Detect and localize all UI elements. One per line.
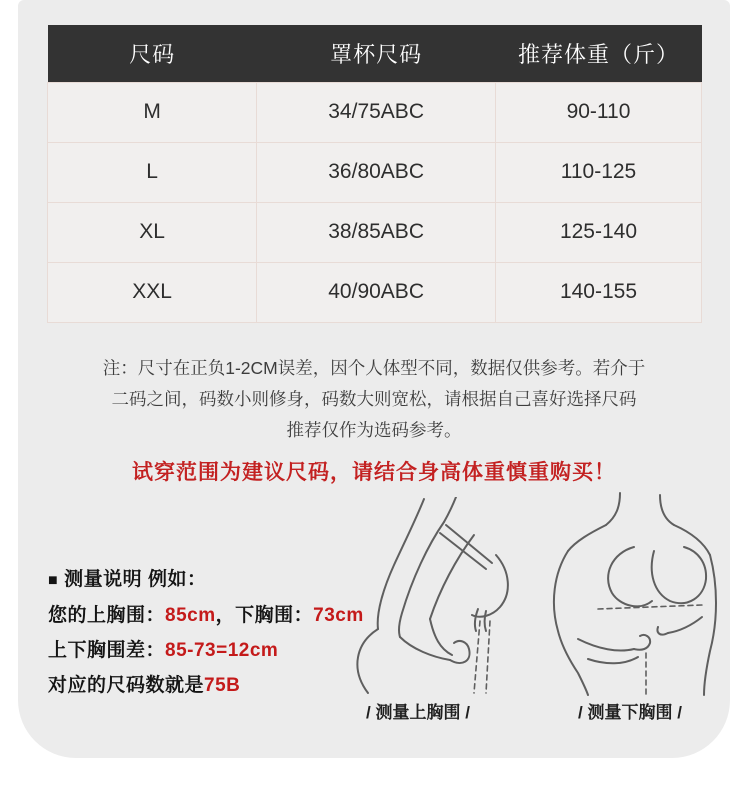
upper-bust-caption: / 测量上胸围 / <box>366 703 470 722</box>
cell-weight: 90-110 <box>495 82 701 142</box>
bust-diff-value: 85-73=12cm <box>165 640 279 661</box>
lower-bust-label: ，下胸围： <box>215 605 314 626</box>
header-recommended-weight: 推荐体重（斤） <box>495 25 701 82</box>
table-row <box>48 82 702 142</box>
size-note-line: 推荐仅作为选码参考。 <box>286 420 462 440</box>
measure-under-bust-illustration <box>542 489 732 697</box>
cell-cup: 34/75ABC <box>257 82 496 142</box>
measurement-instructions <box>48 562 364 703</box>
cell-size: M <box>48 82 257 142</box>
cell-weight: 125-140 <box>495 202 701 262</box>
measurement-line-size <box>48 668 364 703</box>
result-size-value: 75B <box>204 675 241 696</box>
upper-bust-label: 您的上胸围： <box>48 605 166 626</box>
lower-bust-value: 73cm <box>313 605 364 626</box>
black-square-icon: ■ <box>48 572 59 589</box>
cell-cup: 38/85ABC <box>257 202 496 262</box>
measurement-line-bust <box>48 598 364 633</box>
bust-diff-label: 上下胸围差： <box>48 640 166 661</box>
header-size: 尺码 <box>48 25 257 82</box>
cell-size: XXL <box>48 262 257 322</box>
size-note-line: 注：尺寸在正负1-2CM误差，因个人体型不同，数据仅供参考。若介于 <box>102 358 646 378</box>
cell-weight: 110-125 <box>495 142 701 202</box>
under-bust-caption: / 测量下胸围 / <box>578 703 682 722</box>
cell-weight: 140-155 <box>495 262 701 322</box>
size-note-line: 二码之间，码数小则修身，码数大则宽松，请根据自己喜好选择尺码 <box>111 389 637 409</box>
measurement-heading-label: 测量说明 例如： <box>64 569 207 590</box>
result-size-label: 对应的尺码数就是 <box>48 675 205 696</box>
header-cup-size: 罩杯尺码 <box>257 25 496 82</box>
table-row <box>48 142 702 202</box>
cell-size: XL <box>48 202 257 262</box>
measurement-line-diff <box>48 633 364 668</box>
table-header-row <box>48 25 702 82</box>
measurement-heading <box>48 562 364 598</box>
table-row <box>48 262 702 322</box>
size-note <box>18 353 730 446</box>
measure-upper-bust-illustration <box>328 497 533 695</box>
upper-bust-value: 85cm <box>165 605 216 626</box>
cell-cup: 40/90ABC <box>257 262 496 322</box>
size-chart-table <box>47 25 702 323</box>
cell-size: L <box>48 142 257 202</box>
table-row <box>48 202 702 262</box>
size-guide-card <box>18 0 730 758</box>
fit-warning-text: 试穿范围为建议尺码，请结合身高体重慎重购买！ <box>132 461 616 484</box>
cell-cup: 36/80ABC <box>257 142 496 202</box>
